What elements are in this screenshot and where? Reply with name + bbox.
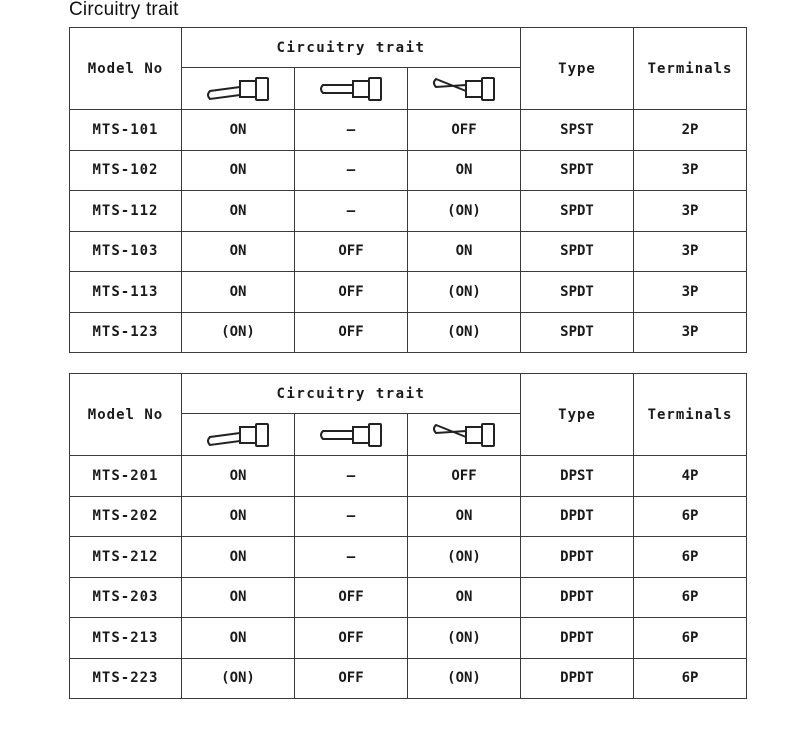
terminals-cell: 3P <box>634 191 747 232</box>
position-2-cell: — <box>295 191 408 232</box>
position-3-cell: (ON) <box>408 658 521 699</box>
type-cell: DPST <box>521 456 634 497</box>
model-no-cell: MTS-212 <box>70 537 182 578</box>
type-cell: SPDT <box>521 272 634 313</box>
type-cell: DPDT <box>521 496 634 537</box>
position-3-cell: (ON) <box>408 272 521 313</box>
position-2-cell: OFF <box>295 272 408 313</box>
model-no-cell: MTS-223 <box>70 658 182 699</box>
position-3-cell: ON <box>408 231 521 272</box>
position-3-cell: (ON) <box>408 618 521 659</box>
table-row <box>70 191 747 232</box>
table-row <box>70 577 747 618</box>
position-1-cell: ON <box>182 496 295 537</box>
model-no-cell: MTS-203 <box>70 577 182 618</box>
terminals-cell: 6P <box>634 537 747 578</box>
terminals-cell: 6P <box>634 658 747 699</box>
model-no-cell: MTS-123 <box>70 312 182 353</box>
spec-table <box>69 373 747 699</box>
type-cell: DPDT <box>521 577 634 618</box>
header-circuitry-trait: Circuitry trait <box>182 374 521 414</box>
terminals-cell: 3P <box>634 231 747 272</box>
position-3-cell: OFF <box>408 456 521 497</box>
table-row <box>70 658 747 699</box>
position-1-cell: ON <box>182 577 295 618</box>
header-type: Type <box>521 374 634 456</box>
table-row <box>70 231 747 272</box>
position-1-cell: (ON) <box>182 658 295 699</box>
position-2-cell: OFF <box>295 231 408 272</box>
terminals-cell: 2P <box>634 110 747 151</box>
table-row <box>70 110 747 151</box>
toggle-up-icon <box>408 68 521 110</box>
position-3-cell: (ON) <box>408 312 521 353</box>
position-3-cell: (ON) <box>408 191 521 232</box>
position-2-cell: OFF <box>295 658 408 699</box>
table-row <box>70 456 747 497</box>
terminals-cell: 6P <box>634 577 747 618</box>
position-2-cell: — <box>295 537 408 578</box>
page-title: Circuitry trait <box>69 0 179 20</box>
model-no-cell: MTS-113 <box>70 272 182 313</box>
position-3-cell: ON <box>408 150 521 191</box>
header-model-no: Model No <box>70 28 182 110</box>
type-cell: SPDT <box>521 150 634 191</box>
position-2-cell: — <box>295 456 408 497</box>
terminals-cell: 3P <box>634 150 747 191</box>
type-cell: DPDT <box>521 537 634 578</box>
position-1-cell: ON <box>182 231 295 272</box>
table-row <box>70 312 747 353</box>
header-type: Type <box>521 28 634 110</box>
type-cell: SPDT <box>521 312 634 353</box>
position-3-cell: ON <box>408 577 521 618</box>
position-3-cell: OFF <box>408 110 521 151</box>
model-no-cell: MTS-103 <box>70 231 182 272</box>
position-2-cell: OFF <box>295 618 408 659</box>
model-no-cell: MTS-201 <box>70 456 182 497</box>
position-1-cell: (ON) <box>182 312 295 353</box>
terminals-cell: 6P <box>634 618 747 659</box>
toggle-down-icon <box>182 68 295 110</box>
header-model-no: Model No <box>70 374 182 456</box>
table-row <box>70 496 747 537</box>
terminals-cell: 3P <box>634 312 747 353</box>
model-no-cell: MTS-112 <box>70 191 182 232</box>
position-1-cell: ON <box>182 537 295 578</box>
terminals-cell: 6P <box>634 496 747 537</box>
toggle-center-icon <box>295 68 408 110</box>
model-no-cell: MTS-213 <box>70 618 182 659</box>
header-circuitry-trait: Circuitry trait <box>182 28 521 68</box>
header-terminals: Terminals <box>634 374 747 456</box>
type-cell: DPDT <box>521 658 634 699</box>
position-3-cell: (ON) <box>408 537 521 578</box>
model-no-cell: MTS-102 <box>70 150 182 191</box>
spec-table <box>69 27 747 353</box>
terminals-cell: 4P <box>634 456 747 497</box>
header-terminals: Terminals <box>634 28 747 110</box>
position-1-cell: ON <box>182 618 295 659</box>
position-2-cell: — <box>295 110 408 151</box>
terminals-cell: 3P <box>634 272 747 313</box>
position-2-cell: OFF <box>295 577 408 618</box>
type-cell: SPST <box>521 110 634 151</box>
toggle-center-icon <box>295 414 408 456</box>
position-1-cell: ON <box>182 150 295 191</box>
table-row <box>70 272 747 313</box>
type-cell: SPDT <box>521 231 634 272</box>
toggle-down-icon <box>182 414 295 456</box>
position-2-cell: OFF <box>295 312 408 353</box>
position-1-cell: ON <box>182 272 295 313</box>
table-row <box>70 150 747 191</box>
model-no-cell: MTS-202 <box>70 496 182 537</box>
type-cell: SPDT <box>521 191 634 232</box>
position-2-cell: — <box>295 150 408 191</box>
position-1-cell: ON <box>182 110 295 151</box>
table-row <box>70 537 747 578</box>
position-2-cell: — <box>295 496 408 537</box>
table-row <box>70 618 747 659</box>
model-no-cell: MTS-101 <box>70 110 182 151</box>
position-1-cell: ON <box>182 456 295 497</box>
type-cell: DPDT <box>521 618 634 659</box>
position-3-cell: ON <box>408 496 521 537</box>
toggle-up-icon <box>408 414 521 456</box>
position-1-cell: ON <box>182 191 295 232</box>
